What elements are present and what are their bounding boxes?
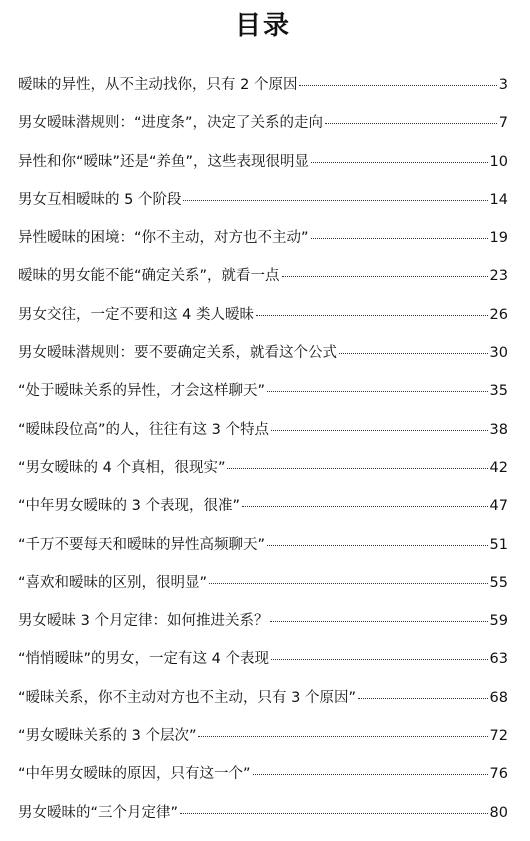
dot-leader — [267, 391, 488, 392]
toc-entry-title: “处于暧昧关系的异性，才会这样聊天” — [18, 383, 266, 400]
toc-entry-page-number: 59 — [489, 613, 508, 630]
dot-leader — [339, 353, 488, 354]
toc-entry[interactable] — [18, 190, 508, 228]
toc-entry-title: 男女互相暧昧的 5 个阶段 — [18, 191, 182, 208]
toc-entry-title: “暧昧段位高”的人，往往有这 3 个特点 — [18, 421, 269, 438]
dot-leader — [242, 506, 488, 507]
toc-entry-page-number: 72 — [489, 728, 508, 745]
dot-leader — [256, 315, 488, 316]
toc-entry[interactable] — [18, 611, 508, 649]
toc-entry-page-number: 3 — [498, 77, 508, 93]
toc-entry-page-number: 80 — [489, 804, 508, 821]
dot-leader — [311, 238, 488, 239]
toc-entry-page-number: 38 — [489, 421, 508, 438]
toc-entry-title: 男女暧昧 3 个月定律：如何推进关系？ — [18, 613, 269, 630]
dot-leader — [198, 736, 487, 737]
toc-entry-page-number: 7 — [498, 115, 508, 132]
dot-leader — [270, 621, 487, 622]
toc-entry[interactable] — [18, 649, 508, 687]
toc-entry[interactable] — [18, 420, 508, 458]
dot-leader — [227, 468, 487, 469]
toc-entry-page-number: 35 — [489, 383, 508, 400]
toc-entry[interactable] — [18, 305, 508, 343]
toc-entry[interactable] — [18, 803, 508, 841]
toc-list — [18, 75, 508, 841]
toc-entry-title: “男女暧昧的 4 个真相，很现实” — [18, 459, 226, 476]
toc-entry[interactable] — [18, 726, 508, 764]
toc-entry-page-number: 63 — [489, 651, 508, 668]
toc-entry[interactable] — [18, 496, 508, 534]
toc-entry-page-number: 30 — [489, 345, 508, 362]
toc-entry-title: “千万不要每天和暧昧的异性高频聊天” — [18, 536, 266, 553]
toc-entry-page-number: 14 — [489, 191, 508, 208]
dot-leader — [358, 698, 488, 699]
toc-entry-title: “喜欢和暧昧的区别，很明显” — [18, 574, 208, 591]
toc-entry-title: “中年男女暧昧的原因，只有这一个” — [18, 766, 251, 783]
dot-leader — [271, 430, 488, 431]
dot-leader — [253, 774, 488, 775]
toc-entry-title: “中年男女暧昧的 3 个表现，很准” — [18, 498, 240, 515]
toc-entry-page-number: 10 — [489, 153, 508, 170]
toc-entry[interactable] — [18, 535, 508, 573]
toc-entry[interactable] — [18, 228, 508, 266]
toc-entry[interactable] — [18, 113, 508, 151]
toc-entry-title: 暧昧的异性，从不主动找你，只有 2 个原因 — [18, 77, 298, 93]
toc-entry-title: “悄悄暧昧”的男女，一定有这 4 个表现 — [18, 651, 269, 668]
toc-entry[interactable] — [18, 381, 508, 419]
toc-entry-page-number: 19 — [489, 230, 508, 247]
toc-entry-page-number: 47 — [489, 498, 508, 515]
toc-entry-title: 男女暧昧的“三个月定律” — [18, 804, 179, 821]
toc-entry-page-number: 51 — [489, 536, 508, 553]
toc-entry-title: 男女暧昧潜规则：要不要确定关系，就看这个公式 — [18, 345, 337, 362]
dot-leader — [299, 85, 496, 86]
toc-entry-title: “男女暧昧关系的 3 个层次” — [18, 728, 197, 745]
dot-leader — [267, 545, 488, 546]
dot-leader — [325, 123, 497, 124]
dot-leader — [311, 162, 488, 163]
toc-entry[interactable] — [18, 688, 508, 726]
toc-title: 目录 — [234, 11, 291, 41]
toc-entry-title: 异性暧昧的困境：“你不主动，对方也不主动” — [18, 230, 309, 247]
toc-entry-page-number: 76 — [489, 766, 508, 783]
toc-entry-page-number: 68 — [489, 689, 508, 706]
toc-entry[interactable] — [18, 152, 508, 190]
dot-leader — [183, 200, 487, 201]
toc-entry-page-number: 55 — [489, 574, 508, 591]
dot-leader — [209, 583, 488, 584]
dot-leader — [271, 659, 488, 660]
toc-entry[interactable] — [18, 75, 508, 113]
toc-entry-title: 男女暧昧潜规则：“进度条”，决定了关系的走向 — [18, 115, 324, 132]
toc-entry-title: “暧昧关系，你不主动对方也不主动，只有 3 个原因” — [18, 689, 356, 706]
toc-entry[interactable] — [18, 764, 508, 802]
toc-entry-title: 异性和你“暧昧”还是“养鱼”，这些表现很明显 — [18, 153, 310, 170]
toc-entry-title: 暧昧的男女能不能“确定关系”，就看一点 — [18, 268, 280, 285]
toc-entry-page-number: 26 — [489, 306, 508, 323]
toc-entry-page-number: 42 — [489, 459, 508, 476]
dot-leader — [180, 813, 488, 814]
toc-entry-page-number: 23 — [489, 268, 508, 285]
toc-entry[interactable] — [18, 343, 508, 381]
dot-leader — [282, 276, 488, 277]
toc-entry[interactable] — [18, 266, 508, 304]
toc-entry[interactable] — [18, 458, 508, 496]
toc-entry[interactable] — [18, 573, 508, 611]
toc-entry-title: 男女交往，一定不要和这 4 类人暧昧 — [18, 306, 254, 323]
